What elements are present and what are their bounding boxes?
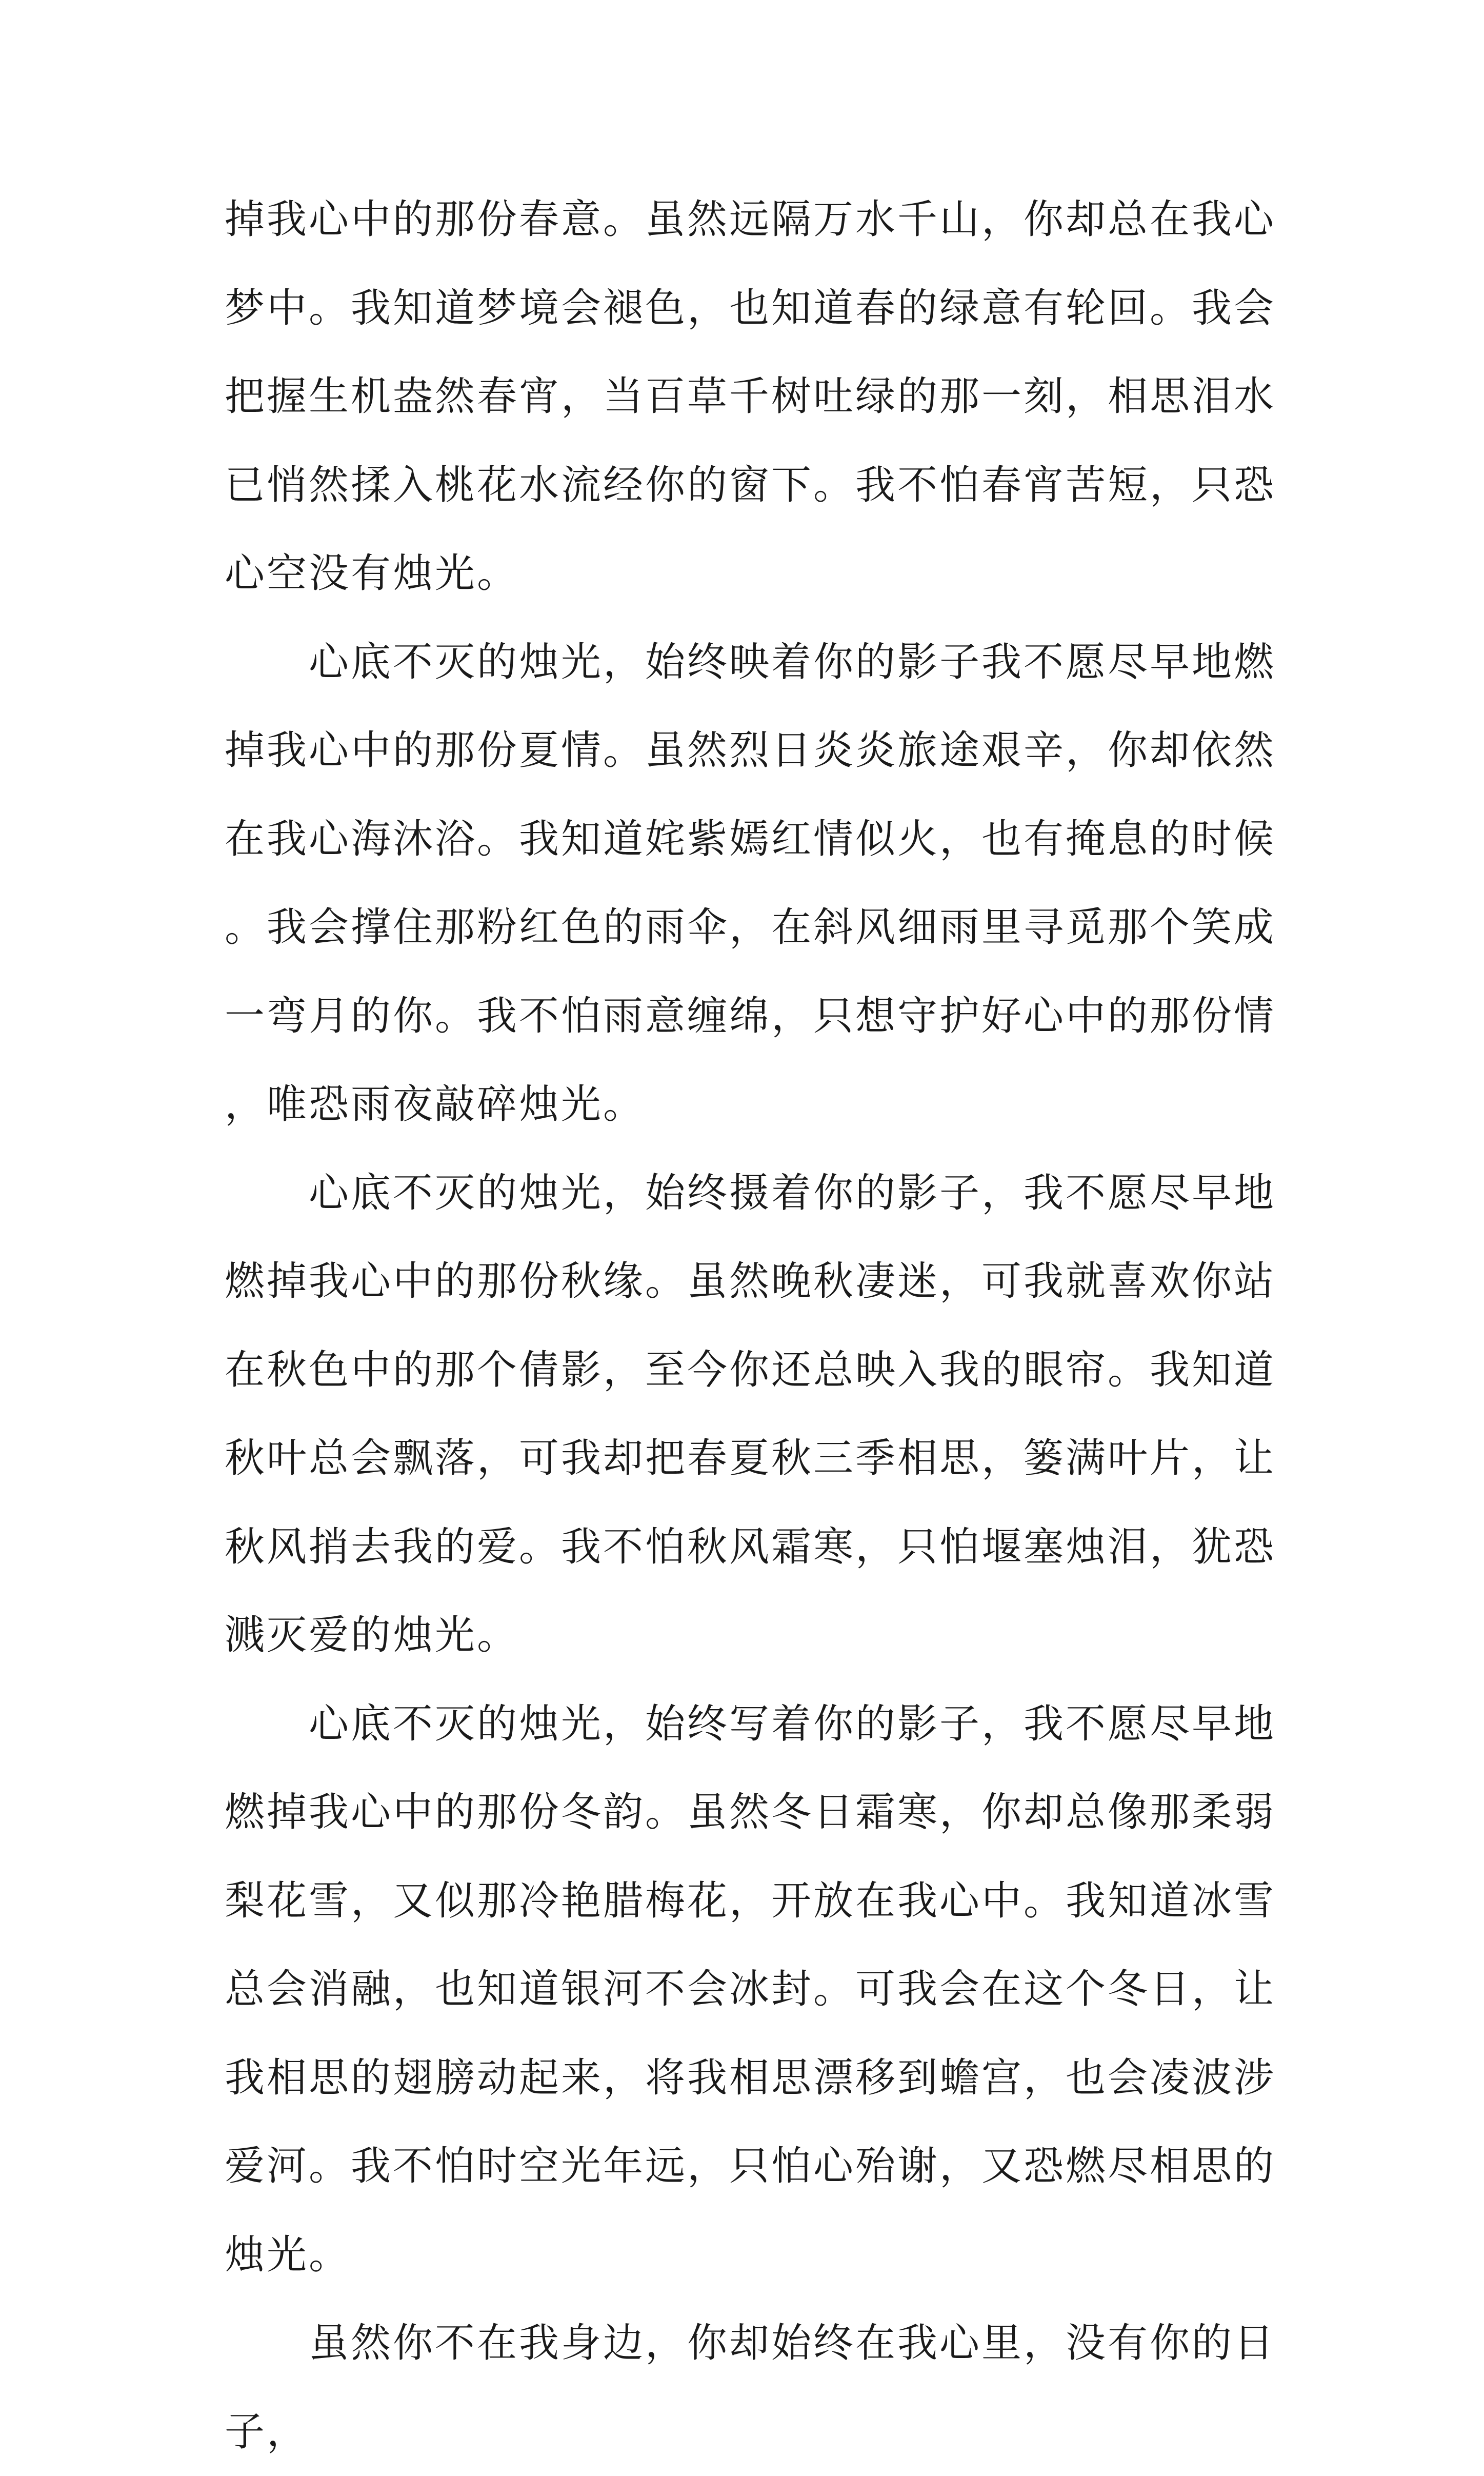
paragraph-summer: 心底不灭的烛光，始终映着你的影子我不愿尽早地燃掉我心中的那份夏情。虽然烈日炎炎旅途艰辛，你却依然在我心海沐浴。我知道姹紫嫣红情似火，也有掩息的时候。我会撑住那粉红色的雨伞，在斜风细雨里寻觅那个笑成一弯月的你。我不怕雨意缠绵，只想守护好心中的那份情，唯恐雨夜敲碎烛光。: [225, 639, 1276, 1127]
document-body: [225, 175, 1276, 2476]
paragraph-autumn: 心底不灭的烛光，始终摄着你的影子，我不愿尽早地燃掉我心中的那份秋缘。虽然晚秋凄迷，可我就喜欢你站在秋色中的那个倩影，至今你还总映入我的眼帘。我知道秋叶总会飘落，可我却把春夏秋三季相思，篓满叶片，让秋风捎去我的爱。我不怕秋风霜寒，只怕堰塞烛泪，犹恐溅灭爱的烛光。: [225, 1170, 1276, 1658]
paragraph-spring: 掉我心中的那份春意。虽然远隔万水千山，你却总在我心梦中。我知道梦境会褪色，也知道春的绿意有轮回。我会把握生机盎然春宵，当百草千树吐绿的那一刻，相思泪水已悄然揉入桃花水流经你的窗下。我不怕春宵苦短，只恐心空没有烛光。: [225, 196, 1276, 597]
paragraph-closing: 虽然你不在我身边，你却始终在我心里，没有你的日子，: [225, 2320, 1276, 2455]
paragraph-winter: 心底不灭的烛光，始终写着你的影子，我不愿尽早地燃掉我心中的那份冬韵。虽然冬日霜寒，你却总像那柔弱梨花雪，又似那冷艳腊梅花，开放在我心中。我知道冰雪总会消融，也知道银河不会冰封。可我会在这个冬日，让我相思的翅膀动起来，将我相思漂移到蟾宫，也会凌波涉爱河。我不怕时空光年远，只怕心殆谢，又恐燃尽相思的烛光。: [225, 1700, 1276, 2278]
